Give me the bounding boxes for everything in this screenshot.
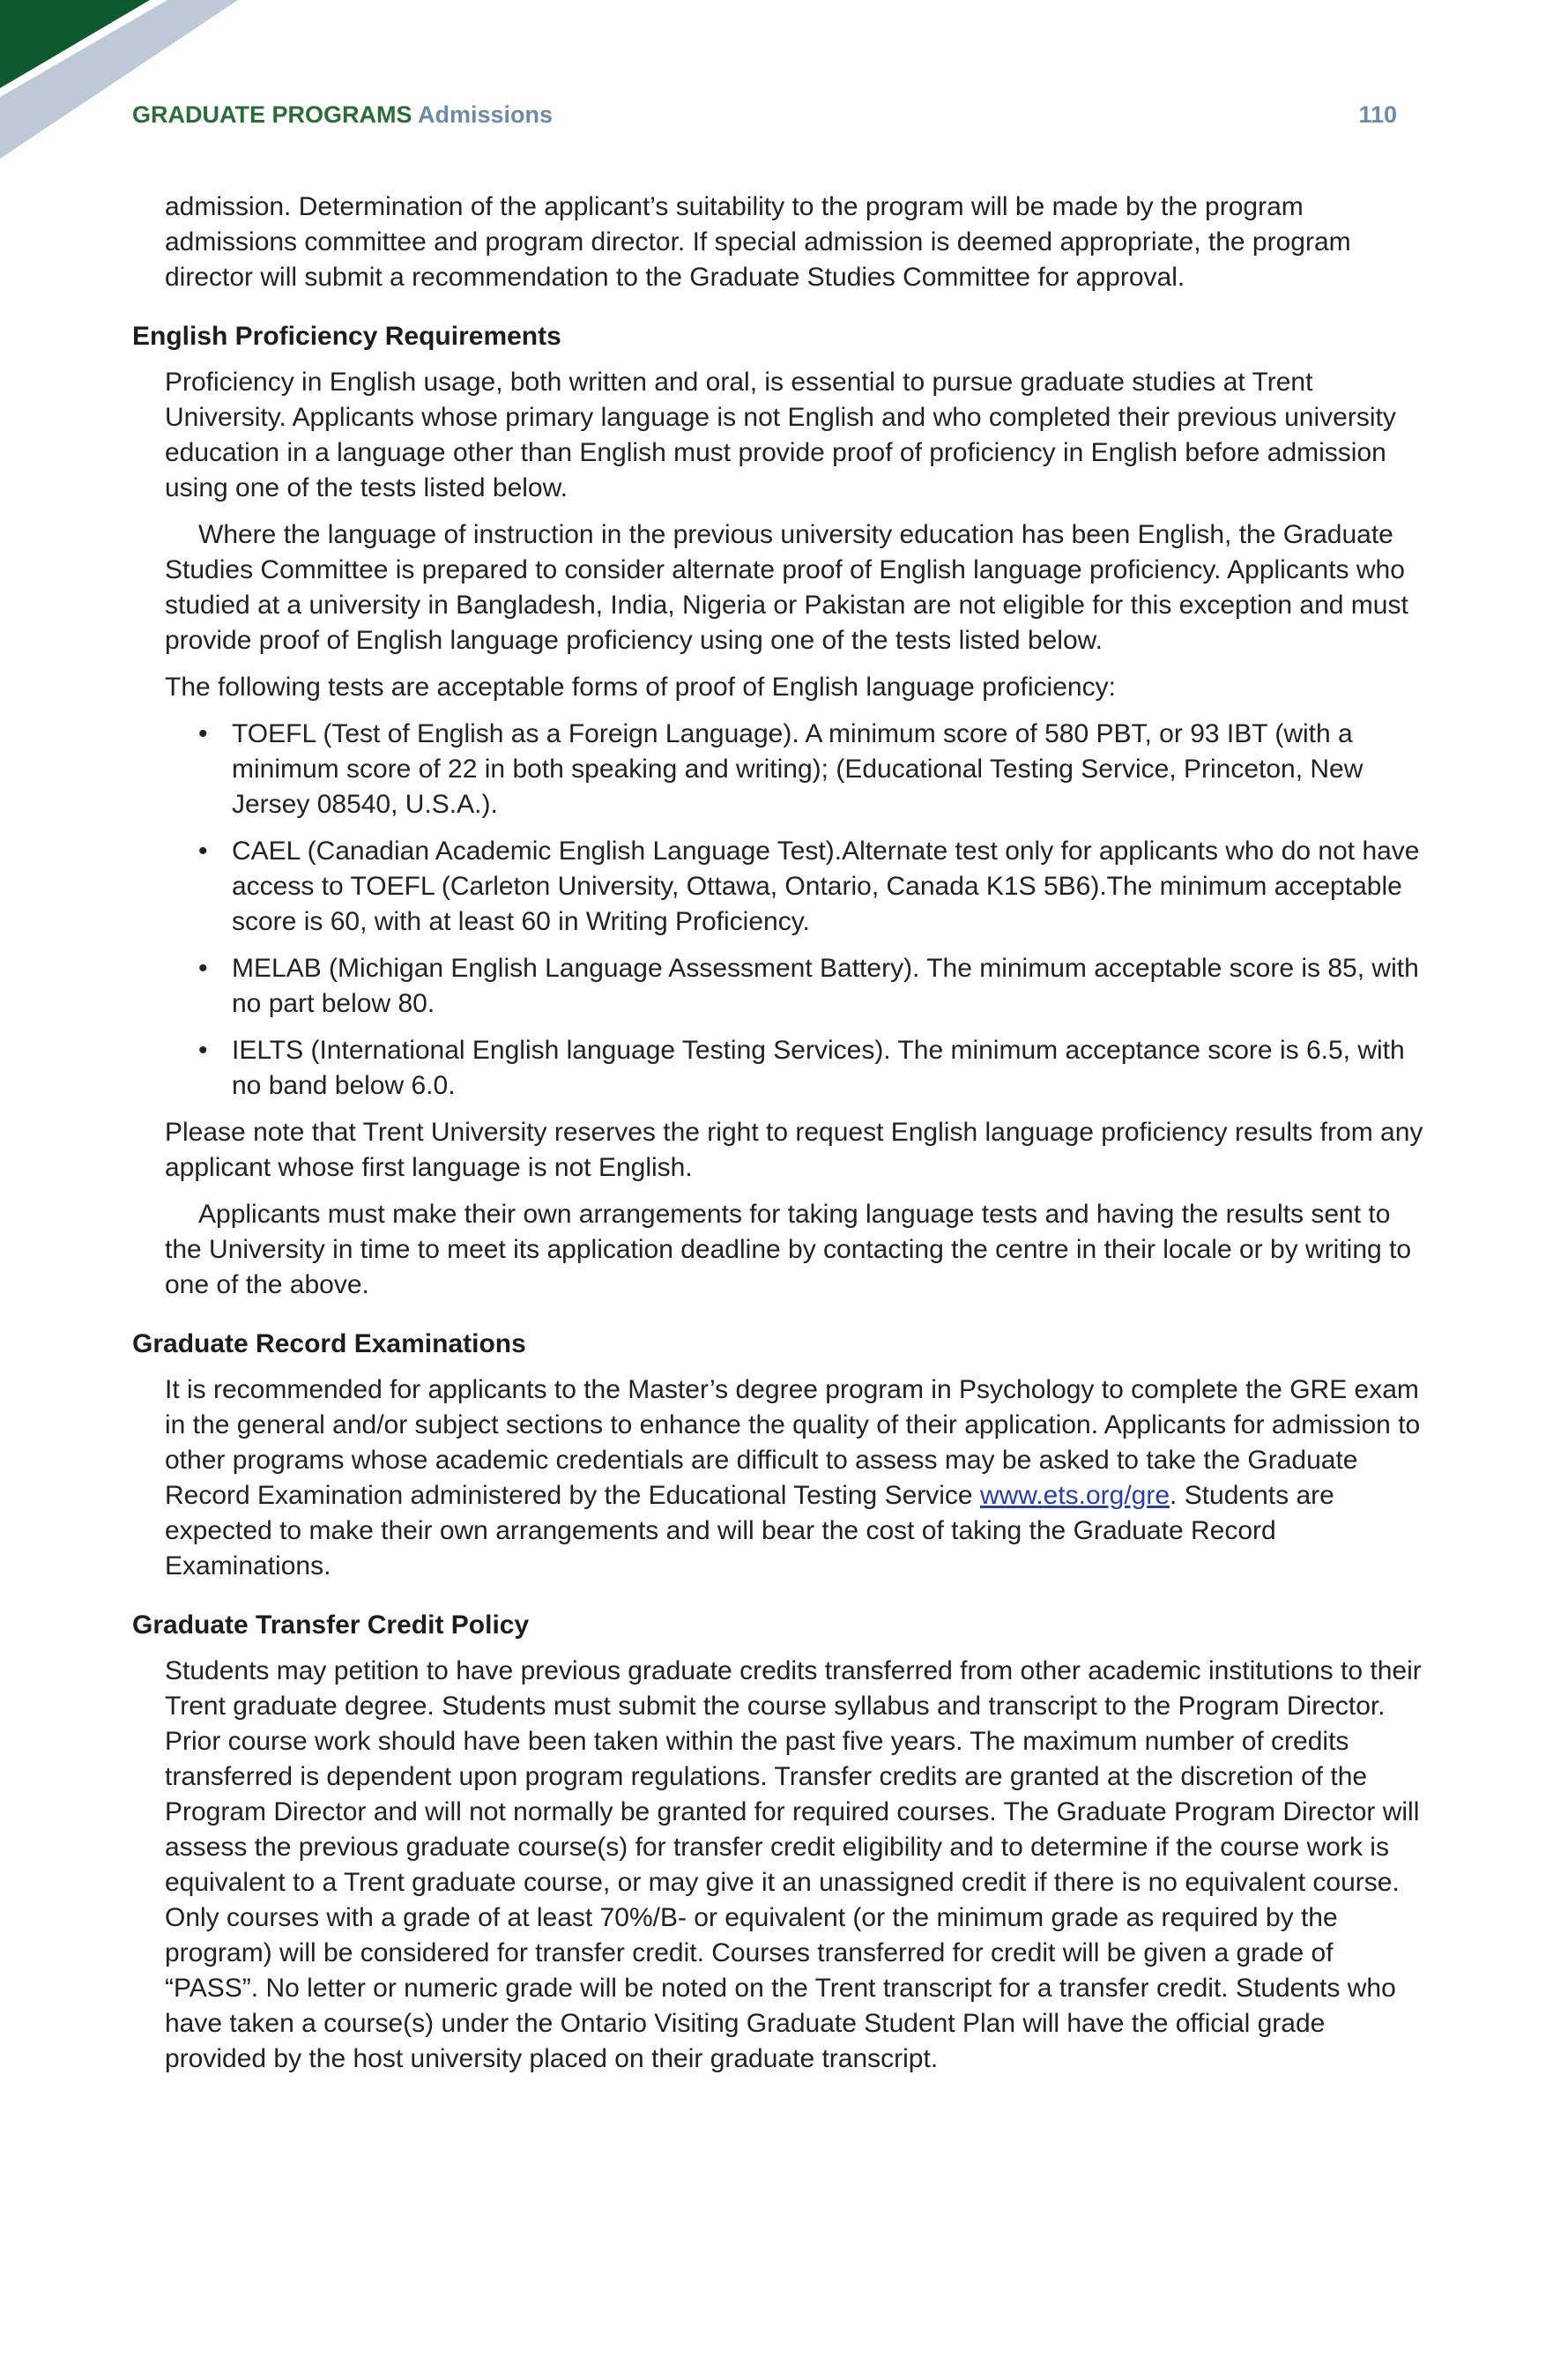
list-item-text: TOEFL (Test of English as a Foreign Language). A minimum score of 580 PBT, or 93 IBT (with a minimum score of 22 in both speaking and writing); (Educational Testing Service, Princeton, New Jersey 08540, U.S.A.). <box>232 719 1364 819</box>
english-paragraph-4: Please note that Trent University reserves the right to request English language proficiency results from any applicant whose first language is not English. <box>165 1118 1423 1182</box>
list-item-text: CAEL (Canadian Academic English Language Test).Alternate test only for applicants who do not have access to TOEFL (Carleton University, Ottawa, Ontario, Canada K1S 5B6).The minimum acceptable score is 60, with at least 60 in Writing Proficiency. <box>232 837 1420 936</box>
transfer-credit-section <box>165 1654 1428 2077</box>
intro-paragraph: admission. Determination of the applicant’s suitability to the program will be made by the program admissions committee and program director. If special admission is deemed appropriate, the program director will submit a recommendation to the Graduate Studies Committee for approval. <box>165 192 1351 292</box>
list-item-melab <box>165 951 1428 1022</box>
english-proficiency-section <box>165 365 1428 1303</box>
corner-decoration <box>0 0 238 159</box>
english-proficiency-heading: English Proficiency Requirements <box>132 322 561 351</box>
page-content <box>132 190 1428 2088</box>
list-item-cael <box>165 834 1428 940</box>
test-list <box>165 717 1428 1104</box>
gre-text-after-link: . Students are expected to make their own arrangements and will bear the cost of taking the Graduate Record Examinations. <box>165 1481 1334 1580</box>
page-number: 110 <box>1358 101 1397 128</box>
transfer-paragraph: Students may petition to have previous graduate credits transferred from other academic institutions to their Trent graduate degree. Students must submit the course syllabus and transcript to the Program Director. Prior course work should have been taken within the past five years. The maximum number of credits transferred is dependent upon program regulations. Transfer credits are granted at the discretion of the Program Director and will not normally be granted for required courses. The Graduate Program Director will assess the previous graduate course(s) for transfer credit eligibility and to determine if the course work is equivalent to a Trent graduate course, or may give it an unassigned credit if there is no equivalent course. Only courses with a grade of at least 70%/B- or equivalent (or the minimum grade as required by the program) will be considered for transfer credit. Courses transferred for credit will be given a grade of “PASS”. No letter or numeric grade will be noted on the Trent transcript for a transfer credit. Students who have taken a course(s) under the Ontario Visiting Graduate Student Plan will have the official grade provided by the host university placed on their graduate transcript. <box>165 1656 1422 2073</box>
intro-section <box>165 190 1428 295</box>
header-section-title: GRADUATE PROGRAMS <box>132 101 412 128</box>
ets-gre-link[interactable]: www.ets.org/gre <box>979 1481 1170 1510</box>
bullet-icon: • <box>198 1036 208 1065</box>
gre-section <box>165 1372 1428 1584</box>
list-item-toefl <box>165 717 1428 822</box>
english-paragraph-2: Where the language of instruction in the previous university education has been English, the Graduate Studies Committee is prepared to consider alternate proof of English language proficiency. Applicants who studied at a university in Bangladesh, India, Nigeria or Pakistan are not eligible for this exception and must provide proof of English language proficiency using one of the tests listed below. <box>165 520 1408 655</box>
english-paragraph-1: Proficiency in English usage, both written and oral, is essential to pursue graduate studies at Trent University. Applicants whose primary language is not English and who completed their previous university education in a language other than English must provide proof of proficiency in English before admission using one of the tests listed below. <box>165 368 1396 502</box>
bullet-icon: • <box>198 837 208 866</box>
bullet-icon: • <box>198 719 208 748</box>
list-item-text: MELAB (Michigan English Language Assessment Battery). The minimum acceptable score is 85, with no part below 80. <box>232 954 1419 1018</box>
bullet-icon: • <box>198 954 208 983</box>
transfer-credit-heading: Graduate Transfer Credit Policy <box>132 1610 530 1640</box>
gre-text-before-link: It is recommended for applicants to the Master’s degree program in Psychology to complete the GRE exam in the general and/or subject sections to enhance the quality of their application. Applicants for admission to other programs whose academic credentials are difficult to assess may be asked to take the Graduate Record Examination administered by the Educational Testing Service <box>165 1375 1421 1510</box>
gre-heading: Graduate Record Examinations <box>132 1329 526 1358</box>
running-header <box>132 97 1397 132</box>
english-paragraph-5: Applicants must make their own arrangements for taking language tests and having the results sent to the University in time to meet its application deadline by contacting the centre in their locale or by writing to one of the above. <box>165 1200 1412 1299</box>
list-item-ielts <box>165 1033 1428 1104</box>
gre-paragraph <box>165 1372 1428 1584</box>
list-item-text: IELTS (International English language Testing Services). The minimum acceptance score is 6.5, with no band below 6.0. <box>232 1036 1405 1100</box>
header-subsection-title: Admissions <box>418 101 554 128</box>
english-paragraph-3: The following tests are acceptable forms of proof of English language proficiency: <box>165 673 1116 702</box>
